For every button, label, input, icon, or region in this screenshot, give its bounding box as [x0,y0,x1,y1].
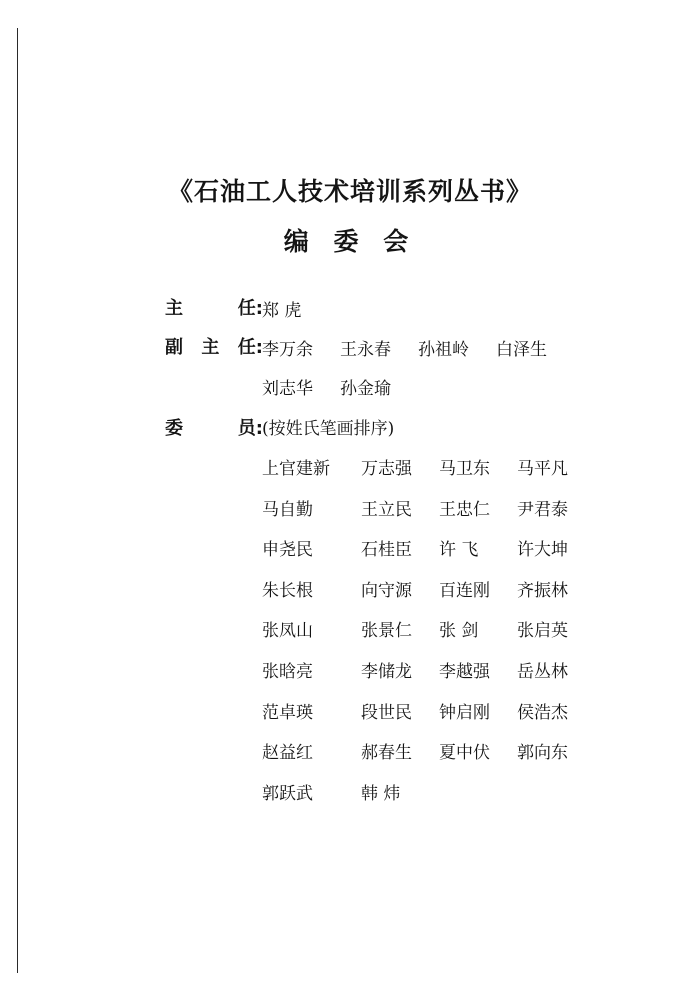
member-name: 马自勤 [262,500,313,520]
member-name: 百连刚 [439,581,490,601]
member-name: 段世民 [361,703,412,723]
member-name: 李储龙 [361,662,412,682]
member-name: 李越强 [439,662,490,682]
member-name: 马平凡 [517,459,568,479]
vice-director-name: 孙祖岭 [418,340,469,360]
member-name: 夏中伏 [439,743,490,763]
vice-director-name: 李万余 [262,340,313,360]
member-name: 赵益红 [262,743,313,763]
member-name: 张 剑 [439,621,479,641]
director-label-end: 任: [237,298,263,319]
vice-director-label-char: 副 [165,337,183,358]
vice-director-name: 孙金瑜 [340,379,391,399]
member-name: 许 飞 [439,540,479,560]
member-name: 郭向东 [517,743,568,763]
vice-director-label [165,333,263,359]
member-name: 上官建新 [262,459,330,479]
member-name: 侯浩杰 [517,703,568,723]
member-name: 郭跃武 [262,784,313,804]
member-name: 向守源 [361,581,412,601]
member-name: 张凤山 [262,621,313,641]
member-name: 申尧民 [262,540,313,560]
member-name: 王立民 [361,500,412,520]
member-name: 范卓瑛 [262,703,313,723]
members-label-end: 员: [237,418,263,439]
vice-director-name: 王永春 [340,340,391,360]
board-title-text: 编 委 会 [283,227,417,256]
member-name: 万志强 [361,459,412,479]
members-sort-note: (按姓氏笔画排序) [262,419,395,439]
member-name: 尹君泰 [517,500,568,520]
member-name: 石桂臣 [361,540,412,560]
director-name: 郑 虎 [262,301,302,321]
member-name: 张启英 [517,621,568,641]
director-label [165,294,263,320]
member-name: 钟启刚 [439,703,490,723]
member-name: 朱长根 [262,581,313,601]
member-name: 郝春生 [361,743,412,763]
member-name: 许大坤 [517,540,568,560]
member-name: 张景仁 [361,621,412,641]
board-title [0,222,700,258]
members-label [165,414,263,440]
vice-director-label-end: 任: [237,337,263,358]
member-name: 齐振林 [517,581,568,601]
vice-director-name: 刘志华 [262,379,313,399]
director-label-char: 主 [165,298,183,319]
member-name: 王忠仁 [439,500,490,520]
series-title: 《石油工人技术培训系列丛书》 [167,177,532,206]
member-name: 张晗亮 [262,662,313,682]
member-name: 韩 炜 [361,784,401,804]
member-name: 岳丛林 [517,662,568,682]
vice-director-name: 白泽生 [496,340,547,360]
page-margin-line [17,28,18,973]
vice-director-label-char: 主 [201,337,220,358]
member-name: 马卫东 [439,459,490,479]
members-label-char: 委 [165,418,183,439]
